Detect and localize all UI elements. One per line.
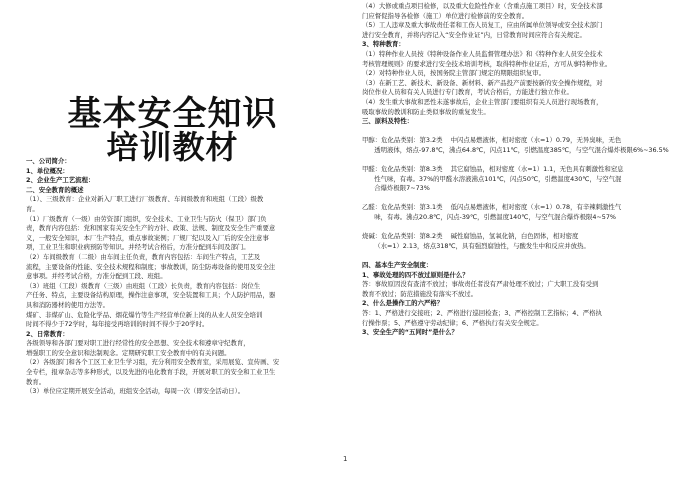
left-body-text [26,157,331,397]
text-line: （4）大修或重点项目检修，以及重大危险性作业（含重点施工项目）时，安全技术部 [362,2,603,10]
text-line: 教育。 [26,377,46,386]
text-line: （2）车间级教育（二级）由车间主任负责，教育内容包括：车间生产特点，工艺及 [26,252,261,261]
text-line: 2、日常教育： [26,329,69,338]
text-line: 增强职工的安全意识和法制观念。定期研究职工安全教育中的有关问题。 [26,348,231,357]
text-line [362,223,690,233]
text-line: 三、原料及特性： [362,117,414,126]
right-page [352,0,697,495]
text-line: 流程，主要设备的性能、安全技术规程和制度；事故教训，防尘防毒设备的使用及安全注 [26,262,276,271]
text-line: （水=1）2.13，熔点318℃，具有强烈腐蚀性，与酸发生中和反应并放热。 [362,241,590,250]
text-line: 合爆炸极限7~73% [362,184,430,193]
text-line: 答：事故原因没有查清不放过；事故责任者没有严肃处理不放过；广大职工没有受到 [362,280,599,289]
text-line: （4）发生重大事故和恶性未遂事故后，企业主管部门要组织有关人员进行现场教育， [362,97,603,106]
text-line: 一、公司简介： [26,157,71,165]
text-line: （1）特种作业人员按《特种设备作业人员监督管理办法》和《特种作业人员安全技术 [362,49,603,58]
text-line: 1、单位概况： [26,166,69,175]
text-line: 四、基本生产安全制度： [362,261,433,270]
text-line: （3）单位应定期开展安全活动，班组安全活动，每周一次（即安全活动日）。 [26,387,245,396]
text-line: 烧碱：危化品类别：第8.2类 碱性腐蚀品，氢氧化钠，白色固体，相对密度 [362,232,579,241]
text-line [362,156,690,166]
text-line: 甲醛：危化品类别：第8.3类 其它腐蚀品，相对密度（水=1）1.1，无色具有刺激性和窒息 [362,165,624,174]
text-line: （1）、三级教育：企业对新入厂职工进行厂级教育、车间级教育和班组（工段）级教 [26,195,264,204]
right-body-text [362,2,690,338]
text-line: 透明液体，熔点-97.8℃，沸点64.8℃，闪点11℃，引燃温度385℃，与空气混合爆炸极限6%~36.5% [362,145,669,154]
text-line: 煤矿、非煤矿山、危险化学品、烟花爆竹等生产经营单位新上岗的从业人员安全培训 [26,310,263,319]
text-line: （2）各级部门和各个工区工业卫生学习组，充分利用安全教育室，采用展览、宣传画、安 [26,358,280,367]
text-line: （5）工人违章及重大事故责任者和工伤人员复工，应由所属单位领导或安全技术部门 [362,21,603,30]
text-line: 进行安全教育，并将内容记入“安全作业证”内，日常教育时间应符合有关规定。 [362,30,586,39]
text-line: 乙醛：危化品类别：第3.1类 低闪点易燃液体，相对密度（水=1）0.78，有辛辣刺激性气 [362,203,622,212]
text-line: 各级领导和各部门要对职工进行经常性的安全思想、安全技术和遵章守纪教育， [26,339,250,348]
title-line-1: 基本安全知识 [67,94,278,134]
text-line: 性气味，有毒。37%的甲醛水溶液沸点101℃，闪点50℃，引燃温度430℃，与空气混 [362,174,622,183]
text-line: 考核管理规则》的要求进行安全技术培训考核，取得特种作业证后，方可从事特种作业。 [362,59,612,68]
text-line: 教育不放过；防范措施没有落实不放过。 [362,289,478,298]
page-number: 1 [343,455,348,463]
text-line: （1）厂级教育（一级）由劳资部门组织，安全技术、工业卫生与防火（保卫）部门负 [26,214,267,223]
text-line: 全专栏，报章杂志等多种形式，以及先进的电化教育手段，开展对职工的安全和工业卫生 [26,368,276,377]
text-line: 育。 [26,204,39,213]
text-line: （2）对特种作业人员，按国务院主管部门规定的期限组织复审。 [362,69,546,78]
text-line: 责，教育内容包括：党和国家有关安全生产的方针、政策、法规、制度及安全生产重要意 [26,224,276,233]
text-line [362,251,690,261]
text-line: 二、安全教育的概述 [26,185,84,194]
text-line: 1、事故处理的四不放过原则是什么？ [362,270,469,279]
text-line: 岗位作业人员和有关人员进行专门教育，考试合格后，方能进行独立作业。 [362,88,573,97]
text-line: 味，有毒。沸点20.8℃，闪点-39℃，引燃温度140℃，与空气混合爆炸极限4~57% [362,213,616,222]
text-line: 行操作票；5、严格遵守劳动纪律；6、严格执行有关安全规定。 [362,318,543,327]
text-line [362,127,690,137]
text-line: 义，一般安全知识，本厂生产特点，重点事故案例；厂规厂纪以及入厂后的安全注意事 [26,233,269,242]
text-line: 具和消防器材的使用方法等。 [26,300,110,309]
title-line-2: 培训教材 [106,128,239,166]
text-line: 2、什么是操作工的六严格？ [362,299,444,308]
text-line: 意事项。并经考试合格，方准分配到工段、班组。 [26,272,167,281]
text-line: 2、企业生产工艺流程： [26,176,95,185]
text-line: 甲醇：危化品类别：第3.2类 中闪点易燃液体，相对密度（水=1）0.79，无异臭味，无色 [362,136,622,145]
text-line: 吸取事故的教训和防止类似事故的重复发生。 [362,107,490,116]
text-line: 门应督促指导各检修（施工）单位进行检修前的安全教育。 [362,11,529,20]
text-line: 3、安全生产的“五同时”是什么？ [362,328,458,337]
text-line: （3）在新工艺、新技术、新设备、新材料、新产品投产前要按新的安全操作规程，对 [362,78,603,87]
text-line: 答：1、严格进行交接班；2、严格进行巡回检查；3、严格控制工艺指标；4、严格执 [362,309,602,317]
text-line: 时间不得少于72学时，每年接受再培训的时间不得少于20学时。 [26,320,209,329]
left-page [0,0,348,495]
text-line: 产任务、特点，主要设备结构原理，操作注意事项，安全装置和工具；个人防护用品，器 [26,291,276,300]
text-line: （3）班组（工段）级教育（三级）由班组（工段）长负责，教育内容包括：岗位生 [26,281,261,290]
text-line: 3、特种教育： [362,40,405,49]
text-line: 项，工业卫生和职业病预防等知识。并经考试合格后，方准分配到车间及部门。 [26,243,250,252]
